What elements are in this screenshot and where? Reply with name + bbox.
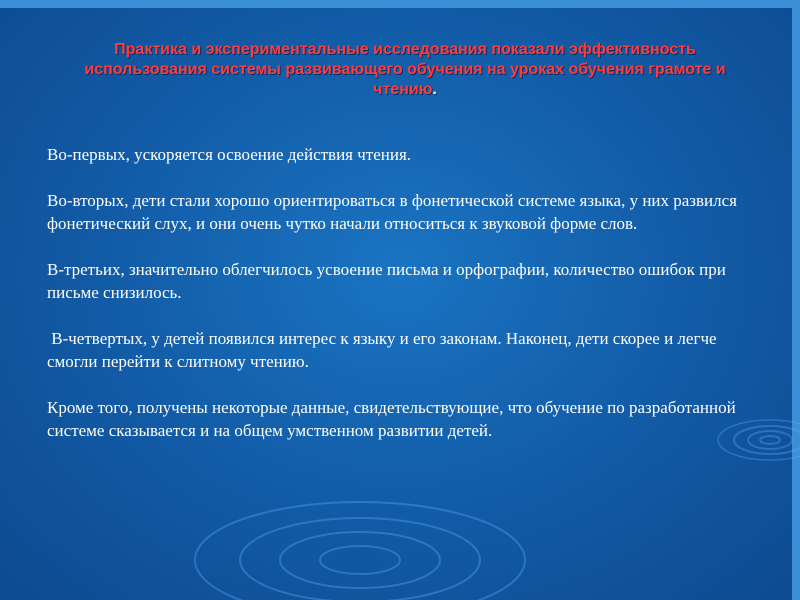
slide-body <box>47 143 747 442</box>
heading-period: . <box>432 81 437 98</box>
paragraph-fourth: В-четвертых, у детей появился интерес к языку и его законам. Наконец, дети скорее и легче смогли перейти к слитному чтению. <box>47 329 721 371</box>
heading-text: Практика и экспериментальные исследования показали эффективность использования системы развивающего обучения на уроках обучения грамоте и чтению <box>84 41 726 98</box>
right-border <box>792 0 800 600</box>
paragraph-third: В-третьих, значительно облегчилось усвоение письма и орфографии, количество ошибок при письме снизилось. <box>47 260 726 302</box>
paragraph-first: Во-первых, ускоряется освоение действия чтения. <box>47 145 412 164</box>
top-border <box>0 0 800 8</box>
slide-heading <box>60 40 750 100</box>
paragraph-second: Во-вторых, дети стали хорошо ориентироваться в фонетической системе языка, у них развился фонетический слух, и они очень чутко начали относиться к звуковой форме слов. <box>47 191 737 233</box>
paragraph-conclusion: Кроме того, получены некоторые данные, свидетельствующие, что обучение по разработанной системе сказывается и на общем умственном развитии детей. <box>47 398 736 440</box>
